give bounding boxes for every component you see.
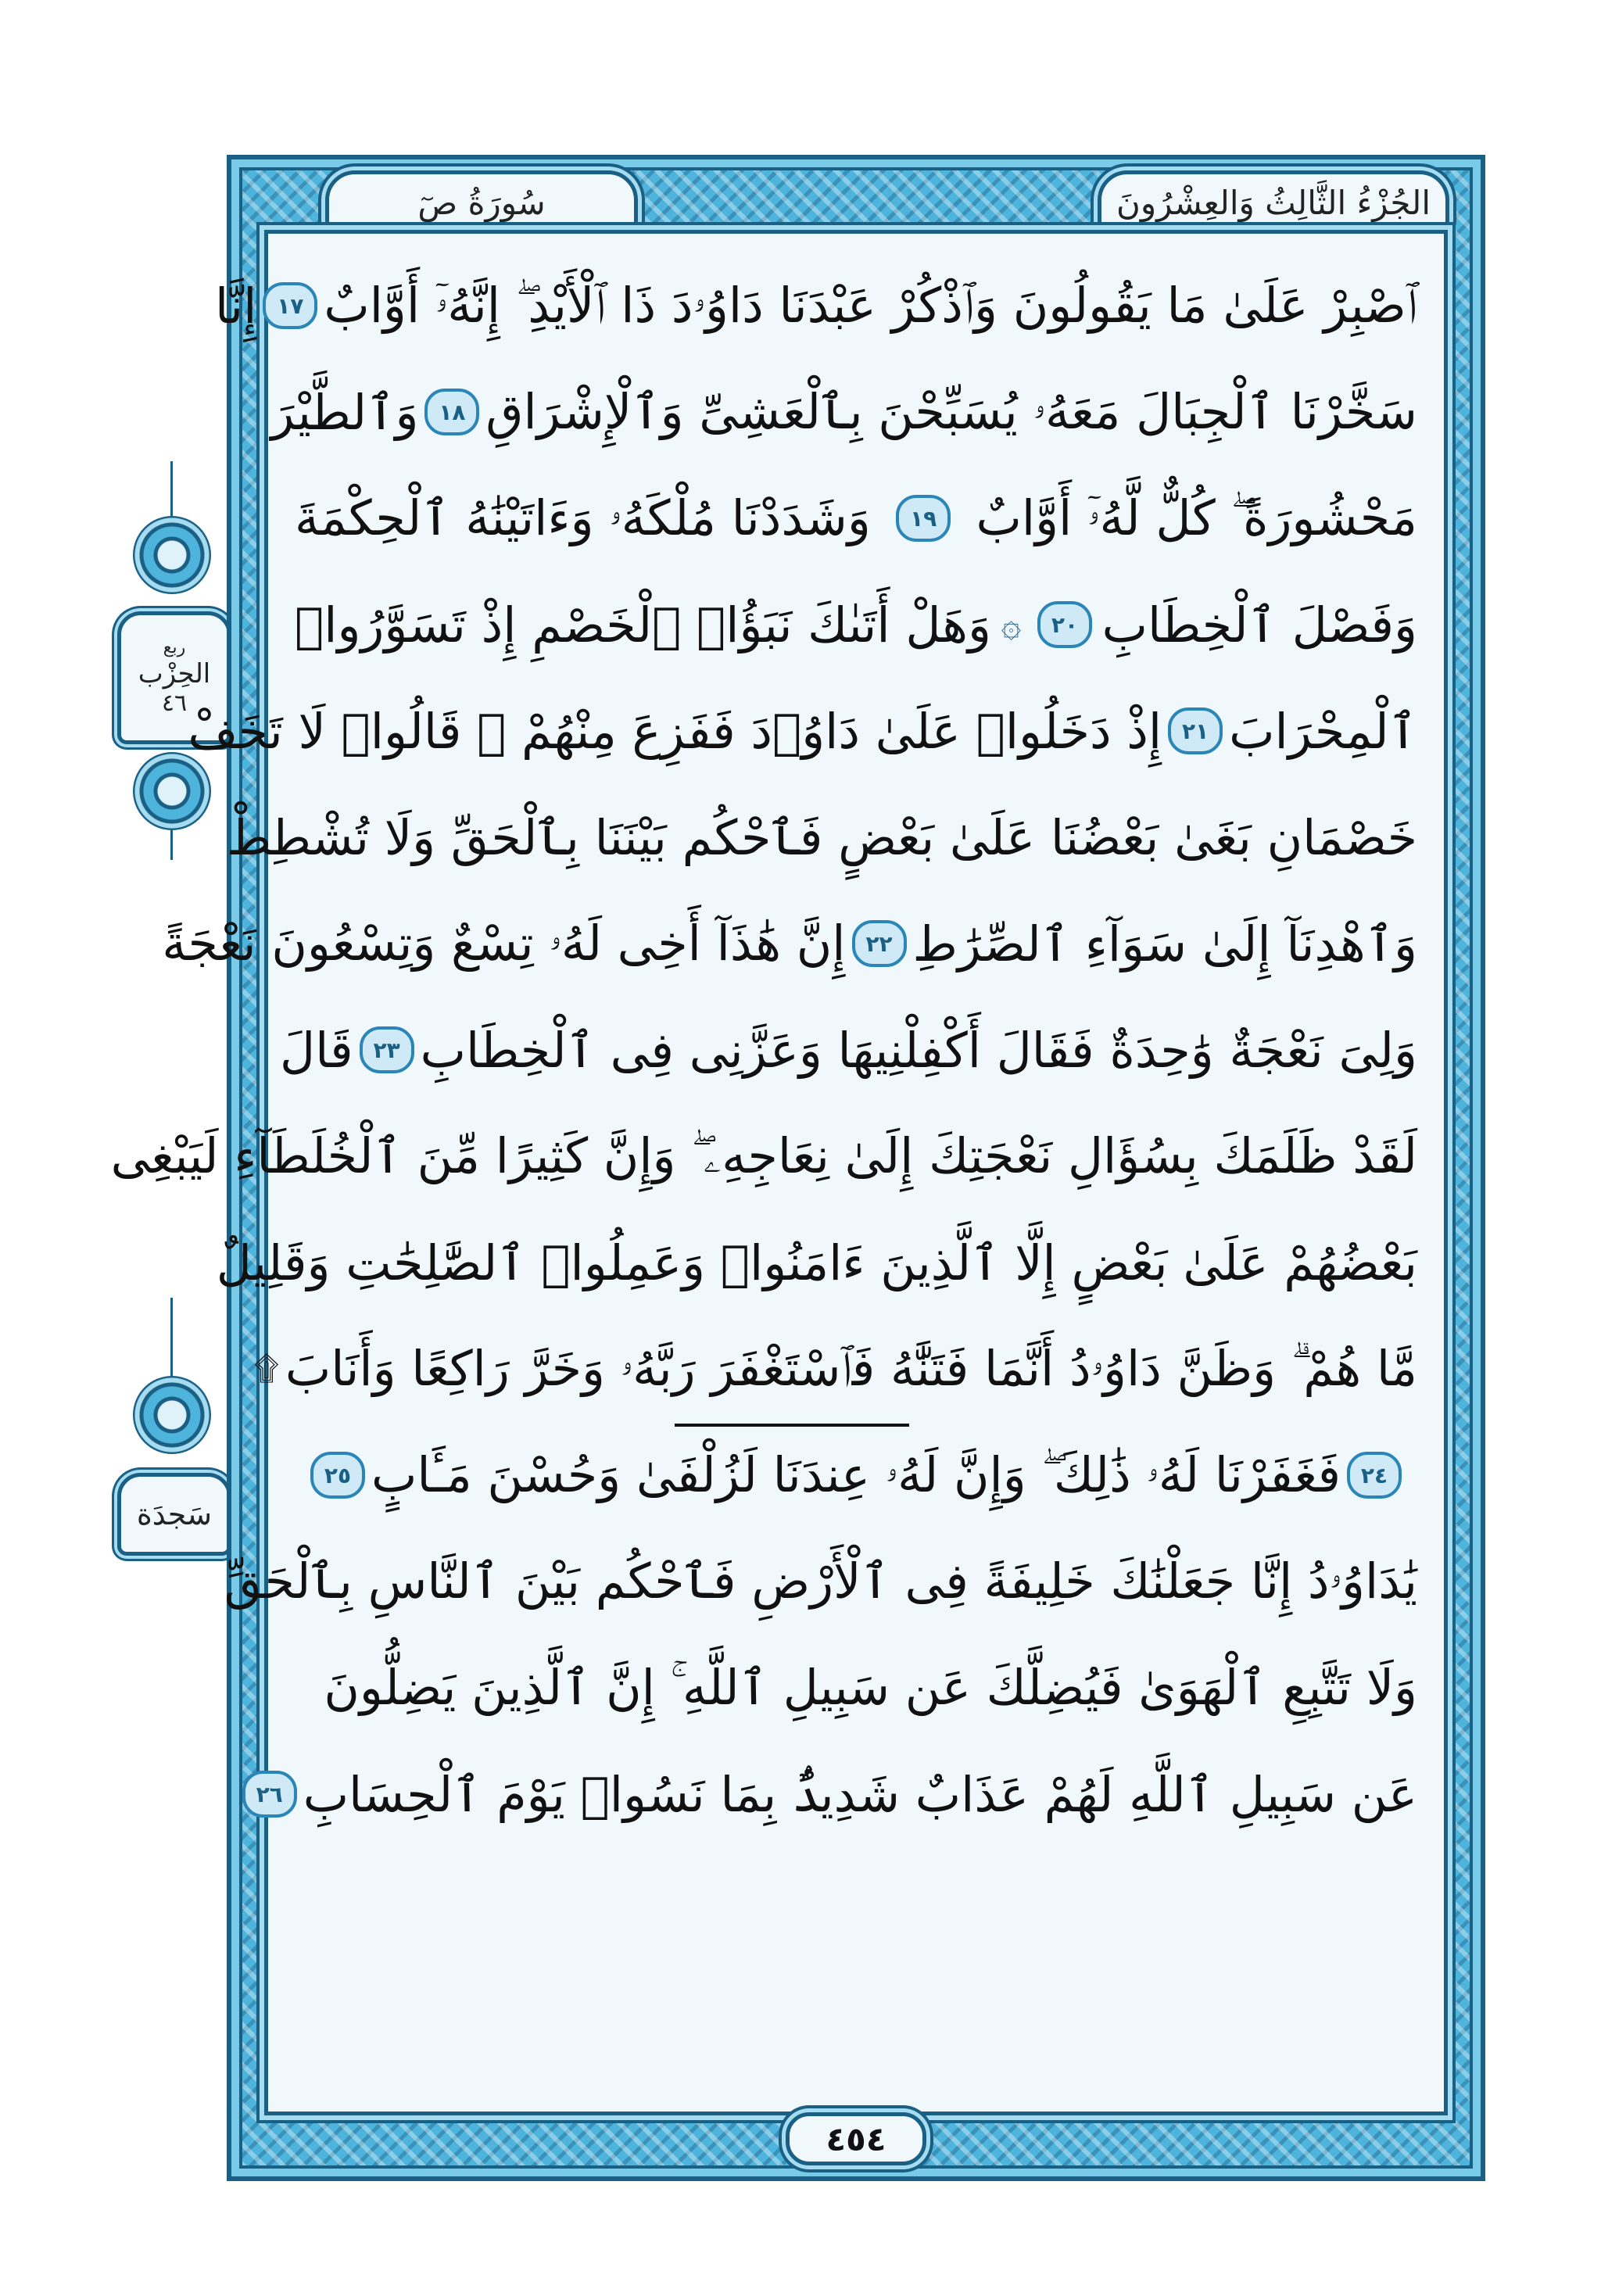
verse-text: ٱلْمِحْرَابَ: [1229, 702, 1417, 760]
ayah-number-marker: ٢٢: [852, 920, 907, 967]
verse-text: وَلَا تَتَّبِعِ ٱلْهَوَىٰ فَيُضِلَّكَ عَن سَبِيلِ ٱللَّهِ ۚ إِنَّ ٱلَّذِينَ يَضِلُّونَ: [324, 1659, 1417, 1716]
verse-text: فَغَفَرْنَا لَهُۥ ذَٰلِكَ ۖ وَإِنَّ لَهُۥ عِندَنَا لَزُلْفَىٰ وَحُسْنَ مَـَٔابٍ: [371, 1446, 1341, 1503]
verse-text: خَصْمَانِ بَغَىٰ بَعْضُنَا عَلَىٰ بَعْضٍ فَٱحْكُم بَيْنَنَا بِٱلْحَقِّ وَلَا تُشْطِطْ: [226, 808, 1417, 866]
ayah-number-marker: ٢٠: [1037, 601, 1092, 648]
surah-title: [325, 170, 638, 235]
verse-line: [295, 1635, 1417, 1741]
verse-line: [280, 997, 1417, 1103]
verse-text: وَفَصْلَ ٱلْخِطَابِ: [1101, 596, 1417, 654]
verse-text: وَشَدَدْنَا مُلْكَهُۥ وَءَاتَيْنَٰهُ ٱلْحِكْمَةَ: [295, 489, 871, 546]
verse-text: قَالَ: [280, 1021, 353, 1079]
hizb-stem-bottom: [170, 829, 173, 860]
hizb-label-text: الحِزْب: [138, 658, 211, 690]
juz-title: [1098, 170, 1449, 235]
hizb-rub-text: ربع: [163, 638, 186, 657]
verse-text: وَلِىَ نَعْجَةٌ وَٰحِدَةٌ فَقَالَ أَكْفِلْنِيهَا وَعَزَّنِى فِى ٱلْخِطَابِ: [420, 1021, 1417, 1079]
ayah-number-marker: ٢٥: [310, 1452, 365, 1499]
hizb-medallion-bottom: [133, 752, 211, 830]
ayah-number-marker: ١٧: [263, 282, 317, 329]
hizb-number-text: ٤٦: [161, 690, 188, 717]
surah-title-text: سُورَةُ صٓ: [417, 183, 546, 222]
verse-line: [224, 1528, 1417, 1635]
verse-line: [254, 1316, 1417, 1422]
hizb-stem-top: [170, 461, 173, 524]
verse-text: وَهَلْ أَتَىٰكَ نَبَؤُا۟ ٱلْخَصْمِ إِذْ تَسَوَّرُوا۟: [295, 596, 991, 654]
page-number: [786, 2112, 926, 2165]
juz-title-text: الجُزْءُ الثَّالِثُ وَالعِشْرُونَ: [1116, 183, 1431, 222]
hizb-medallion-top: [133, 516, 211, 594]
verse-text: إِذْ دَخَلُوا۟ عَلَىٰ دَاوُۥدَ فَفَزِعَ مِنْهُمْ ۖ قَالُوا۟ لَا تَخَفْ: [188, 702, 1162, 760]
verse-line: [216, 1209, 1417, 1316]
verse-text: سَخَّرْنَا ٱلْجِبَالَ مَعَهُۥ يُسَبِّحْنَ بِٱلْعَشِىِّ وَٱلْإِشْرَاقِ: [485, 383, 1417, 440]
verse-line: [295, 1422, 1417, 1528]
verse-line: [188, 678, 1417, 784]
sajda-overline: [675, 1424, 909, 1427]
verse-text: مَحْشُورَةً ۖ كُلٌّ لَّهُۥٓ أَوَّابٌ: [976, 489, 1417, 546]
sajda-medallion: [133, 1376, 211, 1454]
verse-line: [295, 571, 1417, 678]
verse-text: ٱصْبِرْ عَلَىٰ مَا يَقُولُونَ وَٱذْكُرْ عَبْدَنَا دَاوُۥدَ ذَا ٱلْأَيْدِ ۖ إِنَّهُۥٓ أَوَّابٌ: [324, 277, 1417, 334]
sajda-label-box: [117, 1473, 231, 1556]
verse-text: إِنَّ هَٰذَآ أَخِى لَهُۥ تِسْعٌ وَتِسْعُونَ نَعْجَةً: [162, 915, 846, 972]
verse-text: وَٱلطَّيْرَ: [270, 383, 419, 441]
sajda-icon: ۩: [254, 1349, 279, 1388]
verse-line: [270, 359, 1417, 465]
ayah-number-marker: ٢١: [1168, 707, 1223, 754]
verse-line: [110, 1103, 1417, 1209]
ayah-number-marker: ٢٣: [360, 1026, 414, 1073]
verse-text: عَن سَبِيلِ ٱللَّهِ لَهُمْ عَذَابٌ شَدِيدٌۢ بِمَا نَسُوا۟ يَوْمَ ٱلْحِسَابِ: [303, 1765, 1417, 1823]
verse-text: وَٱهْدِنَآ إِلَىٰ سَوَآءِ ٱلصِّرَٰطِ: [912, 915, 1417, 972]
verse-line: [256, 1741, 1417, 1847]
ayah-number-marker: ١٨: [424, 389, 479, 435]
ayah-number-marker: ٢٤: [1347, 1452, 1402, 1499]
ayah-number-marker: ١٩: [896, 495, 951, 542]
rub-el-hizb-icon: ۞: [1001, 604, 1022, 645]
verse-text: بَعْضُهُمْ عَلَىٰ بَعْضٍ إِلَّا ٱلَّذِينَ ءَامَنُوا۟ وَعَمِلُوا۟ ٱلصَّٰلِحَٰتِ وَقَلِيلٌ: [216, 1234, 1417, 1291]
sajda-marker: [117, 1298, 227, 1564]
page-number-text: ٤٥٤: [826, 2119, 886, 2158]
verse-text: يَٰدَاوُۥدُ إِنَّا جَعَلْنَٰكَ خَلِيفَةً فِى ٱلْأَرْضِ فَٱحْكُم بَيْنَ ٱلنَّاسِ بِٱلْحَقِّ: [224, 1553, 1417, 1610]
hizb-marker: [117, 461, 227, 860]
verse-text: لَقَدْ ظَلَمَكَ بِسُؤَالِ نَعْجَتِكَ إِلَىٰ نِعَاجِهِۦ ۖ وَإِنَّ كَثِيرًا مِّنَ ٱلْخُلَطَآءِ لَيَبْغِى: [110, 1127, 1417, 1184]
verse-text: إِنَّا: [214, 277, 257, 335]
verse-text: مَّا هُمْ ۗ وَظَنَّ دَاوُۥدُ أَنَّمَا فَتَنَّٰهُ فَٱسْتَغْفَرَ رَبَّهُۥ وَخَرَّ رَاكِعًا وَأَنَابَ: [285, 1340, 1417, 1397]
sajda-stem-top: [170, 1298, 173, 1384]
verse-line: [226, 784, 1417, 890]
verse-line: [295, 465, 1417, 571]
sajda-label-text: سَجدَة: [136, 1497, 213, 1531]
verse-line: [214, 253, 1417, 359]
ayah-number-marker: ٢٦: [242, 1771, 297, 1818]
verse-line: [162, 890, 1417, 997]
